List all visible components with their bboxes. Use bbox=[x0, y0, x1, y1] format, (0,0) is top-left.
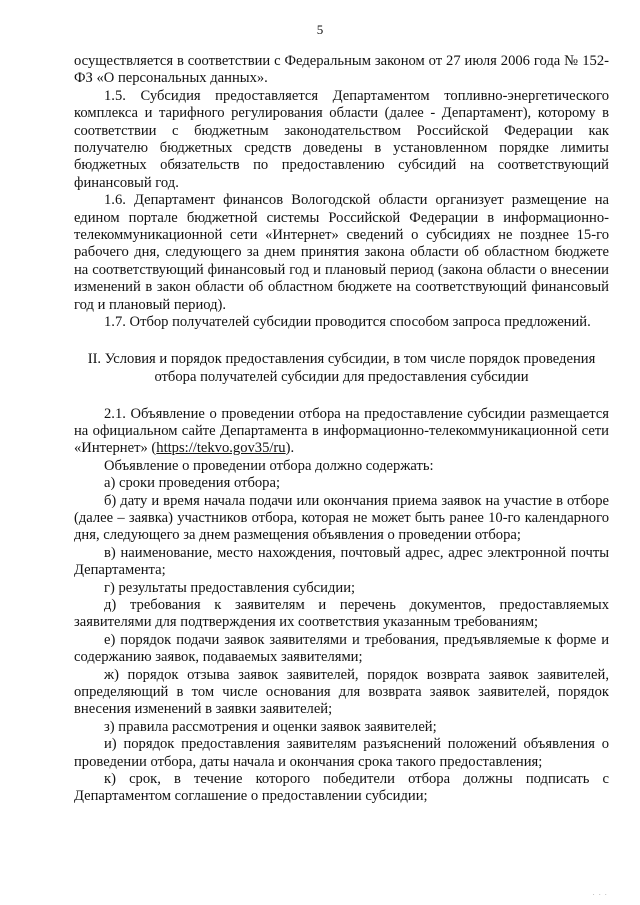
paragraph-1-7: 1.7. Отбор получателей субсидии проводится способом запроса предложений. bbox=[104, 314, 591, 331]
list-item-k: к) срок, в течение которого победители отбора должны подписать с Департаментом соглашение о предоставлении субсидии; bbox=[74, 771, 609, 805]
list-item-a: а) сроки проведения отбора; bbox=[104, 475, 281, 492]
paragraph-2-1 bbox=[74, 406, 609, 458]
document-body bbox=[74, 53, 609, 806]
website-link[interactable]: https://tekvo.gov35/ru bbox=[156, 440, 286, 457]
paragraph-announcement-intro: Объявление о проведении отбора должно содержать: bbox=[104, 457, 434, 474]
section-heading: II. Условия и порядок предоставления субсидии, в том числе порядок проведения отбора получателей субсидии для предоставления субсидии bbox=[87, 350, 596, 385]
paragraph-2-1-end: ). bbox=[285, 440, 295, 457]
paragraph-2-1-text: 2.1. Объявление о проведении отбора на предоставление субсидии размещается на официальном сайте Департамента в информационно-телекоммуникационной сети «Интернет» ( bbox=[74, 405, 609, 457]
list-item-i: и) порядок предоставления заявителям разъяснений положений объявления о проведении отбора, даты начала и окончания срока такого предоставления; bbox=[74, 736, 609, 770]
list-item-b: б) дату и время начала подачи или окончания приема заявок на участие в отборе (далее – заявка) участников отбора, которая не может быть ранее 10-го календарного дня, следующего за днем размещения объявления о проведении отбора; bbox=[74, 492, 609, 544]
scan-artifact-mark: · · · bbox=[592, 891, 608, 899]
page-number: 5 bbox=[316, 22, 324, 37]
paragraph-1-5: 1.5. Субсидия предоставляется Департаментом топливно-энергетического комплекса и тарифного регулирования области (далее - Департамент), которому в соответствии с бюджетным законодательством Российской Федерации как получателю бюджетных средств доведены в установленном порядке лимиты бюджетных обязательств по предоставлению субсидий на соответствующий финансовый год. bbox=[74, 87, 609, 191]
list-item-d: д) требования к заявителям и перечень документов, предоставляемых заявителями для подтверждения их соответствия указанным требованиям; bbox=[74, 596, 609, 631]
list-item-z: з) правила рассмотрения и оценки заявок заявителей; bbox=[104, 718, 437, 735]
paragraph-1-6: 1.6. Департамент финансов Вологодской области организует размещение на едином портале бюджетной системы Российской Федерации в информационно-телекоммуникационной сети «Интернет» сведений о субсидиях не позднее 15-го рабочего дня, следующего за днем принятия закона области об областном бюджете на соответствующий финансовый год и плановый период (закона области о внесении изменений в закон области об областном бюджете на соответствующий финансовый год и плановый период). bbox=[74, 192, 609, 313]
list-item-e: е) порядок подачи заявок заявителями и требования, предъявляемые к форме и содержанию заявок, подаваемых заявителями; bbox=[74, 631, 609, 666]
list-item-zh: ж) порядок отзыва заявок заявителей, порядок возврата заявок заявителей, определяющий в том числе основания для возврата заявок заявителей, порядок внесения изменений в заявки заявителей; bbox=[74, 666, 609, 718]
list-item-v: в) наименование, место нахождения, почтовый адрес, адрес электронной почты Департамента; bbox=[74, 544, 609, 579]
list-item-g: г) результаты предоставления субсидии; bbox=[104, 579, 356, 596]
paragraph-continuation: осуществляется в соответствии с Федеральным законом от 27 июля 2006 года № 152-ФЗ «О персональных данных». bbox=[74, 53, 609, 87]
